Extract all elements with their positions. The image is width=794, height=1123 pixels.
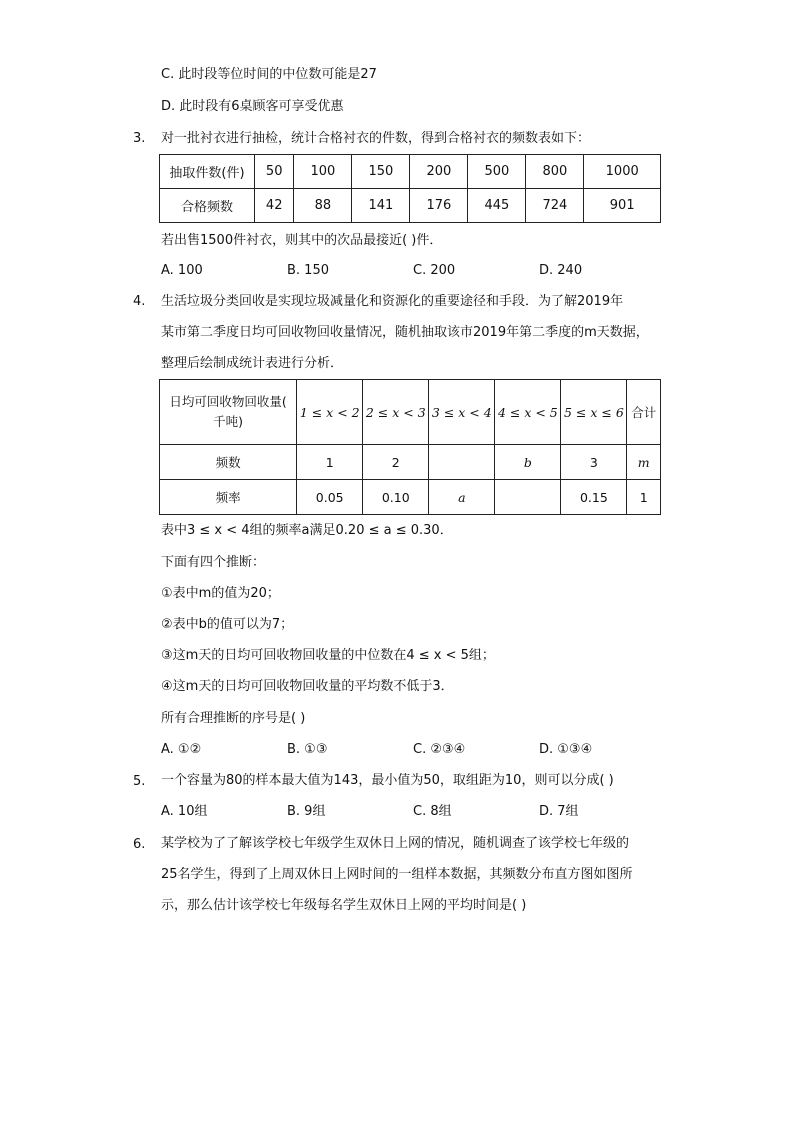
q4-number: 4.	[133, 294, 146, 309]
table-cell: 141	[352, 189, 410, 223]
table-cell: 1	[627, 480, 661, 515]
q4-question: 所有合理推断的序号是( )	[161, 711, 306, 726]
table-cell: a	[429, 480, 495, 515]
header-line1: 日均可回收物回收量(	[169, 394, 287, 409]
table-cell: 42	[255, 189, 294, 223]
table-header-cell: 频率	[160, 480, 297, 515]
table-header-cell: 抽取件数(件)	[160, 155, 255, 189]
q4-table	[159, 379, 661, 515]
q5-option-c: C. 8组	[413, 804, 452, 819]
table-cell: 200	[410, 155, 468, 189]
table-cell: 2	[363, 445, 429, 480]
table-cell: 445	[468, 189, 526, 223]
q4-option-b: B. ①③	[287, 742, 328, 757]
table-cell	[495, 480, 561, 515]
q6-line3: 示，那么估计该学校七年级每名学生双休日上网的平均时间是( )	[161, 898, 527, 913]
table-cell: 901	[584, 189, 661, 223]
q4-option-d: D. ①③④	[539, 742, 593, 757]
table-cell: 3	[561, 445, 627, 480]
q4-inference-2: ②表中b的值可以为7；	[161, 617, 294, 632]
header-line2: 千吨)	[213, 414, 244, 429]
q4-intro: 下面有四个推断：	[161, 555, 266, 570]
interval-cell: 4 ≤ x < 5	[495, 380, 561, 445]
table-cell: 50	[255, 155, 294, 189]
table-cell: 800	[526, 155, 584, 189]
q3-option-c: C. 200	[413, 263, 456, 278]
table-row	[160, 445, 661, 480]
table-row	[160, 480, 661, 515]
q3-option-a: A. 100	[161, 263, 203, 278]
q4-option-a: A. ①②	[161, 742, 202, 757]
table-row	[160, 155, 661, 189]
q3-number: 3.	[133, 131, 146, 146]
table-header-cell: 合格频数	[160, 189, 255, 223]
q3-option-d: D. 240	[539, 263, 583, 278]
q2-option-d: D. 此时段有6桌顾客可享受优惠	[161, 99, 344, 114]
q4-inference-1: ①表中m的值为20；	[161, 586, 280, 601]
table-cell: 100	[294, 155, 352, 189]
q3-option-b: B. 150	[287, 263, 329, 278]
table-cell: 1000	[584, 155, 661, 189]
interval-cell: 1 ≤ x < 2	[297, 380, 363, 445]
interval-cell: 5 ≤ x ≤ 6	[561, 380, 627, 445]
q5-option-b: B. 9组	[287, 804, 326, 819]
table-cell: 0.10	[363, 480, 429, 515]
q3-stem: 对一批衬衣进行抽检，统计合格衬衣的件数，得到合格衬衣的频数表如下：	[161, 131, 591, 146]
q4-stem-line2: 某市第二季度日均可回收物回收量情况，随机抽取该市2019年第二季度的m天数据，	[161, 325, 649, 340]
q6-line2: 25名学生，得到了上周双休日上网时间的一组样本数据，其频数分布直方图如图所	[161, 867, 633, 882]
table-cell: 150	[352, 155, 410, 189]
interval-cell: 2 ≤ x < 3	[363, 380, 429, 445]
q2-option-c: C. 此时段等位时间的中位数可能是27	[161, 67, 377, 82]
table-row	[160, 380, 661, 445]
q4-stem-line3: 整理后绘制成统计表进行分析．	[161, 356, 344, 371]
table-cell: b	[495, 445, 561, 480]
table-cell: 0.15	[561, 480, 627, 515]
table-cell: 724	[526, 189, 584, 223]
table-cell: 0.05	[297, 480, 363, 515]
table-cell	[429, 445, 495, 480]
q4-option-c: C. ②③④	[413, 742, 466, 757]
q3-table	[159, 154, 661, 223]
table-cell: 500	[468, 155, 526, 189]
q5-option-a: A. 10组	[161, 804, 208, 819]
q4-note: 表中3 ≤ x < 4组的频率a满足0.20 ≤ a ≤ 0.30．	[161, 523, 453, 538]
table-row	[160, 189, 661, 223]
table-cell: 1	[297, 445, 363, 480]
table-header-cell	[160, 380, 297, 445]
q6-line1: 某学校为了了解该学校七年级学生双休日上网的情况，随机调查了该学校七年级的	[161, 836, 630, 851]
table-cell: 176	[410, 189, 468, 223]
q5-stem: 一个容量为80的样本最大值为143，最小值为50，取组距为10，则可以分成( )	[161, 773, 614, 788]
interval-cell: 3 ≤ x < 4	[429, 380, 495, 445]
q4-inference-4: ④这m天的日均可回收物回收量的平均数不低于3．	[161, 679, 454, 694]
table-header-cell: 频数	[160, 445, 297, 480]
table-cell: m	[627, 445, 661, 480]
q4-stem-line1: 生活垃圾分类回收是实现垃圾减量化和资源化的重要途径和手段．为了解2019年	[161, 294, 624, 309]
q6-number: 6.	[133, 837, 146, 852]
total-header-cell: 合计	[627, 380, 661, 445]
table-cell: 88	[294, 189, 352, 223]
q5-option-d: D. 7组	[539, 804, 579, 819]
q4-inference-3: ③这m天的日均可回收物回收量的中位数在4 ≤ x < 5组；	[161, 648, 495, 663]
q5-number: 5.	[133, 774, 146, 789]
q3-question: 若出售1500件衬衣，则其中的次品最接近( )件．	[161, 233, 443, 248]
